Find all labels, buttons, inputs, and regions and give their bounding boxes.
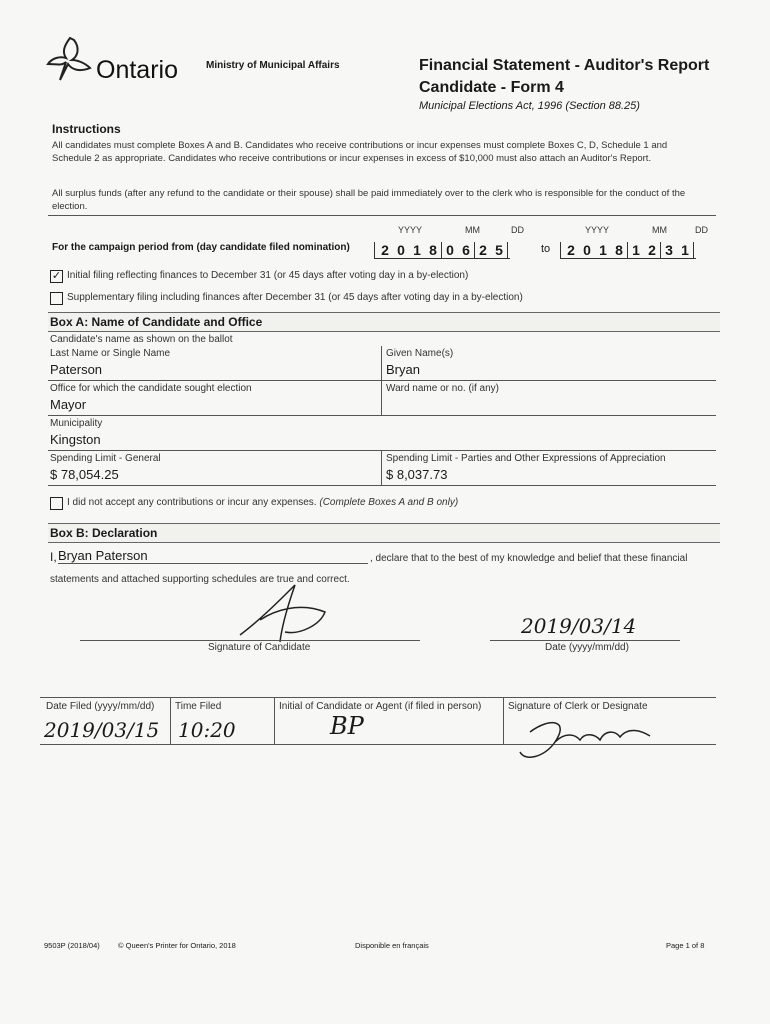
no-contributions-label — [67, 497, 458, 508]
divider — [274, 698, 275, 744]
hdr-yyyy-from: YYYY — [398, 225, 423, 235]
copyright: © Queen's Printer for Ontario, 2018 — [118, 941, 236, 950]
hdr-dd-from: DD — [511, 225, 524, 235]
period-to-date[interactable] — [560, 242, 696, 259]
french-availability: Disponible en français — [355, 941, 429, 950]
ontario-wordmark: Ontario — [96, 56, 178, 84]
office-field[interactable]: Mayor — [50, 397, 87, 412]
divider — [503, 698, 504, 744]
to-digit: 1 — [632, 242, 640, 258]
period-from-date[interactable] — [374, 242, 510, 259]
from-digit: 6 — [458, 242, 475, 258]
signature-label: Signature of Candidate — [208, 642, 311, 653]
date-filed-label: Date Filed (yyyy/mm/dd) — [46, 701, 155, 712]
box-b-heading: Box B: Declaration — [48, 523, 720, 543]
declaration-text: , declare that to the best of my knowledge and belief that these financial — [370, 553, 688, 564]
form-title: Financial Statement - Auditor's Report — [419, 57, 710, 74]
to-digit: 2 — [567, 242, 575, 258]
clerk-signature — [510, 712, 670, 772]
divider — [48, 415, 716, 416]
to-digit: 2 — [644, 242, 661, 258]
hdr-mm-from: MM — [465, 225, 480, 235]
page-number: Page 1 of 8 — [666, 941, 705, 950]
date-filed-field[interactable]: 2019/03/15 — [44, 718, 160, 742]
office-label: Office for which the candidate sought election — [50, 383, 252, 394]
supplementary-filing-label: Supplementary filing including finances after December 31 (or 45 days after voting day in a by-election) — [67, 292, 523, 303]
ward-label: Ward name or no. (if any) — [386, 383, 500, 394]
no-contributions-note: (Complete Boxes A and B only) — [319, 497, 459, 508]
divider — [48, 485, 716, 486]
ballot-note: Candidate's name as shown on the ballot — [50, 334, 233, 345]
divider — [48, 215, 716, 216]
from-digit: 1 — [413, 242, 421, 258]
hdr-mm-to: MM — [652, 225, 667, 235]
form-subtitle: Candidate - Form 4 — [419, 79, 564, 96]
divider — [48, 380, 716, 381]
from-digit: 0 — [446, 242, 454, 258]
given-name-label: Given Name(s) — [386, 348, 454, 359]
from-digit: 0 — [397, 242, 405, 258]
divider — [48, 450, 716, 451]
hdr-yyyy-to: YYYY — [585, 225, 610, 235]
instructions-paragraph-1: All candidates must complete Boxes A and B. Candidates who receive contributions or incur expenses must complete Boxes C, D, Schedule 1 and Schedule 2 as appropriate. Candidates who receive contributions or incur expenses in excess of $10,000 must also attach an Auditor's Report. — [52, 140, 668, 164]
to-digit: 3 — [665, 242, 673, 258]
check-icon: ✓ — [51, 270, 62, 282]
time-filed-label: Time Filed — [175, 701, 222, 712]
to-digit: 0 — [583, 242, 591, 258]
divider — [381, 381, 382, 415]
spending-parties-field[interactable]: $ 8,037.73 — [386, 467, 448, 482]
municipality-label: Municipality — [50, 418, 103, 429]
hdr-dd-to: DD — [695, 225, 708, 235]
to-digit: 8 — [611, 242, 628, 258]
declaration-date-field[interactable]: 2019/03/14 — [521, 614, 637, 638]
given-name-field[interactable]: Bryan — [386, 362, 420, 377]
instructions-heading: Instructions — [52, 122, 121, 136]
no-contributions-checkbox[interactable] — [50, 497, 63, 510]
period-label: For the campaign period from (day candidate filed nomination) — [52, 242, 350, 253]
declarant-prefix: I, — [50, 550, 57, 564]
ministry-name: Ministry of Municipal Affairs — [206, 60, 340, 71]
initial-agent-field[interactable]: BP — [330, 712, 364, 740]
time-filed-field[interactable]: 10:20 — [178, 718, 236, 742]
ontario-logo — [44, 36, 194, 86]
from-digit: 5 — [491, 242, 508, 258]
no-contributions-text: I did not accept any contributions or incur any expenses. — [67, 497, 317, 508]
declarant-underline — [58, 563, 368, 564]
last-name-label: Last Name or Single Name — [50, 348, 171, 359]
divider — [40, 697, 716, 698]
declarant-name-field[interactable]: Bryan Paterson — [58, 548, 148, 563]
divider — [381, 346, 382, 380]
divider — [170, 698, 171, 744]
signature-line — [80, 640, 420, 641]
initial-filing-label: Initial filing reflecting finances to December 31 (or 45 days after voting day in a by-election) — [67, 270, 469, 281]
spending-general-field[interactable]: $ 78,054.25 — [50, 467, 119, 482]
instructions-paragraph-2: All surplus funds (after any refund to the candidate or their spouse) shall be paid immediately over to the clerk who is responsible for the conduct of the election. — [52, 188, 686, 212]
supplementary-filing-checkbox[interactable] — [50, 292, 63, 305]
to-digit: 1 — [677, 242, 694, 258]
clerk-signature-label: Signature of Clerk or Designate — [508, 701, 648, 712]
municipality-field[interactable]: Kingston — [50, 432, 101, 447]
declaration-date-label: Date (yyyy/mm/dd) — [545, 642, 629, 653]
box-a-heading: Box A: Name of Candidate and Office — [48, 312, 720, 332]
period-to-label: to — [541, 243, 551, 255]
trillium-icon — [44, 36, 96, 84]
to-digit: 1 — [599, 242, 607, 258]
declaration-text-2: statements and attached supporting schedules are true and correct. — [50, 574, 350, 585]
date-line — [490, 640, 680, 641]
from-digit: 2 — [479, 242, 487, 258]
from-digit: 2 — [381, 242, 389, 258]
initial-agent-label: Initial of Candidate or Agent (if filed in person) — [279, 701, 482, 712]
act-reference: Municipal Elections Act, 1996 (Section 88.25) — [419, 100, 640, 112]
form-number: 9503P (2018/04) — [44, 941, 100, 950]
from-digit: 8 — [425, 242, 442, 258]
last-name-field[interactable]: Paterson — [50, 362, 103, 377]
spending-general-label: Spending Limit - General — [50, 453, 161, 464]
spending-parties-label: Spending Limit - Parties and Other Expressions of Appreciation — [386, 453, 666, 464]
initial-filing-checkbox[interactable] — [50, 270, 63, 283]
divider — [381, 451, 382, 485]
